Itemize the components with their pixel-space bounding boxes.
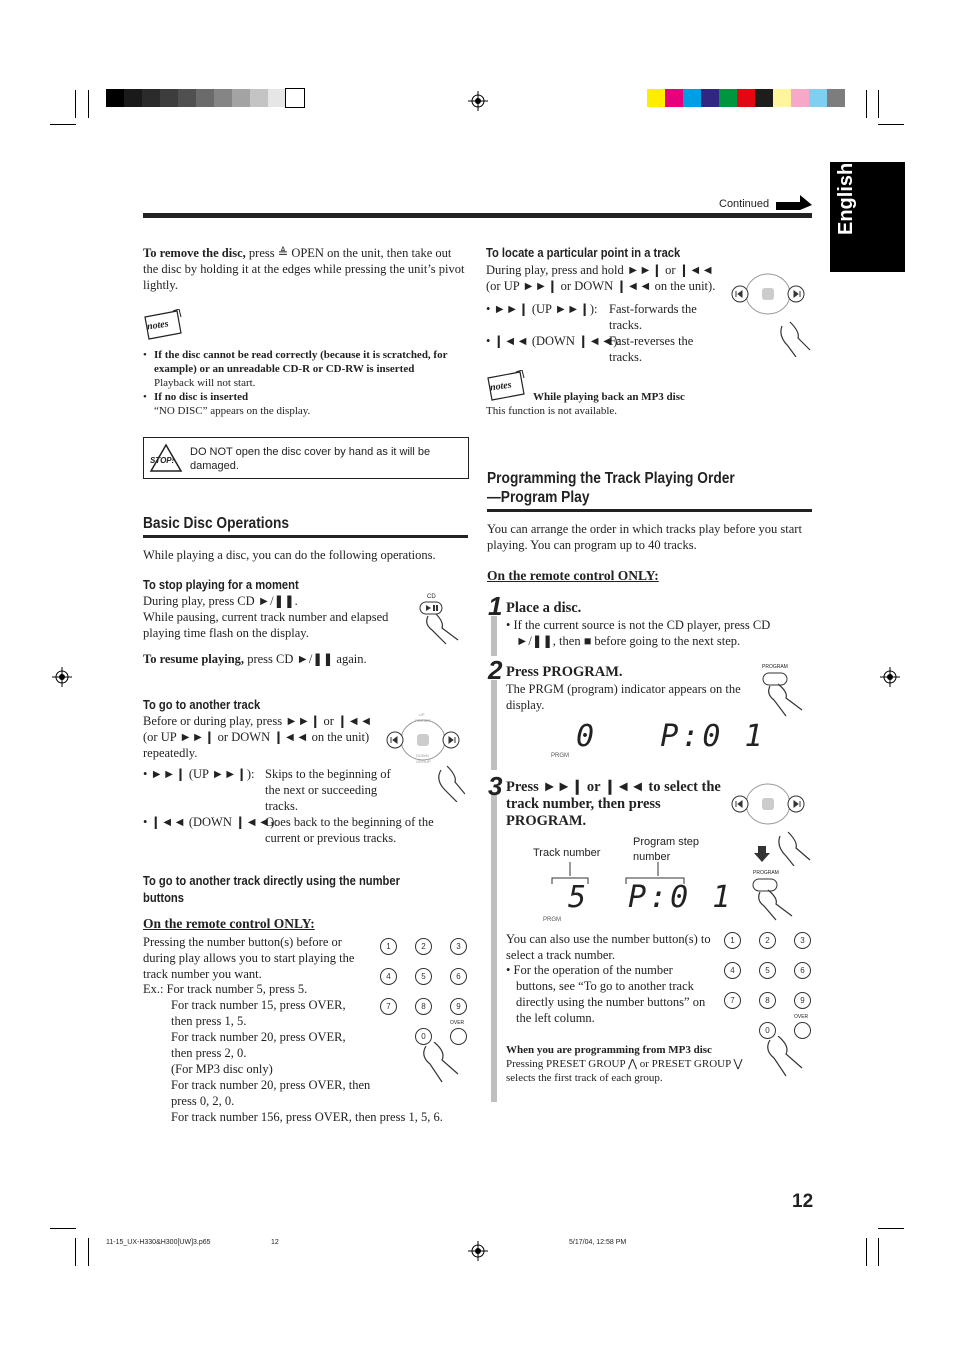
fast-reverse-key: • ❙◄◄ (DOWN ❙◄◄):: [486, 334, 621, 348]
over-key-label: OVER: [794, 1014, 809, 1020]
number-key-2: 2: [415, 938, 432, 955]
section-rule: [143, 535, 468, 538]
mp3-note-heading: While playing back an MP3 disc: [533, 391, 685, 403]
remote-only-label: On the remote control ONLY:: [487, 568, 659, 583]
page-number: 12: [792, 1191, 814, 1212]
lcd-program-step: P:0 1: [628, 880, 734, 915]
example-line: (For MP3 disc only): [171, 1062, 273, 1076]
step-text: The PRGM (program) indicator appears on the display.: [506, 682, 741, 712]
number-key-9: 9: [794, 992, 811, 1009]
lcd-track-number: 5: [568, 880, 587, 915]
program-title-line2: —Program Play: [487, 489, 590, 506]
number-key-8: 8: [415, 998, 432, 1015]
preset-label: PRESET: [415, 718, 432, 723]
basic-operations-title: Basic Disc Operations: [143, 515, 290, 532]
program-button-label: PROGRAM: [762, 664, 788, 670]
grayscale-swatch: [286, 89, 304, 107]
note-heading: If the disc cannot be read correctly (because it is scratched, for example) or an unreadable CD-R or CD-RW is inserted: [154, 349, 448, 375]
number-key-7: 7: [380, 998, 397, 1015]
color-swatch: [647, 89, 665, 107]
mp3-program-heading: When you are programming from MP3 disc: [506, 1044, 712, 1056]
step-title: Press PROGRAM.: [506, 664, 623, 680]
notes-icon: [143, 309, 183, 341]
note-item: • If no disc is inserted “NO DISC” appears on the display.: [143, 390, 468, 418]
number-button-bullet: • For the operation of the number buttons, see “To go to another track directly using the number buttons” on the left column.: [506, 963, 706, 1025]
fast-forward-key: • ►►❙ (UP ►►❙):: [486, 302, 598, 316]
grayscale-swatch: [124, 89, 142, 107]
grayscale-swatch: [196, 89, 214, 107]
color-swatch: [773, 89, 791, 107]
example-line: then press 1, 5.: [171, 1014, 247, 1028]
number-key-4: 4: [724, 962, 741, 979]
cd-play-pause-button: [418, 600, 462, 646]
color-swatch: [701, 89, 719, 107]
cd-button-label: CD: [427, 594, 436, 600]
grayscale-swatch: [142, 89, 160, 107]
fast-forward-desc: Fast-forwards the tracks.: [609, 302, 697, 332]
step-bar: [491, 795, 497, 1102]
program-title-line1: Programming the Track Playing Order: [487, 470, 735, 487]
pointing-finger-icon: [418, 1042, 468, 1092]
over-key-label: OVER: [450, 1020, 465, 1026]
skip-forward-key: • ►►❙ (UP ►►❙):: [143, 767, 255, 781]
grayscale-swatch: [268, 89, 286, 107]
fast-reverse-desc: Fast-reverses the tracks.: [609, 334, 694, 364]
locate-item: [486, 333, 726, 365]
note-item: • If the disc cannot be read correctly (because it is scratched, for example) or an unreadable CD-R or CD-RW is inserted Playback will not start.: [143, 348, 468, 390]
registration-mark-icon: [468, 91, 488, 111]
number-key-2: 2: [759, 932, 776, 949]
up-label: UP: [419, 712, 425, 717]
down-arrow-icon: [754, 846, 770, 862]
stop-moment-line: While pausing, current track number and elapsed playing time flash on the display.: [143, 610, 389, 640]
program-button: [760, 670, 805, 718]
locate-title: To locate a particular point in a track: [486, 245, 681, 260]
footer-file: 11-15_UX-H330&H300[UW]3.p65: [106, 1239, 211, 1246]
number-key-1: 1: [724, 932, 741, 949]
mp3-program-text: Pressing PRESET GROUP ⋀ or PRESET GROUP ⋁ selects the first track of each group.: [506, 1058, 743, 1084]
down-label: DOWN: [416, 753, 429, 758]
number-key-6: 6: [450, 968, 467, 985]
example-line: For track number 20, press OVER,: [171, 1030, 346, 1044]
skip-back-key: • ❙◄◄ (DOWN ❙◄◄):: [143, 815, 278, 829]
example-line: For track number 15, press OVER,: [171, 998, 346, 1012]
note-heading: If no disc is inserted: [154, 391, 249, 403]
color-swatch: [809, 89, 827, 107]
number-keypad: [380, 938, 470, 1088]
stop-label: STOP!: [150, 456, 175, 465]
warning-text: DO NOT open the disc cover by hand as it will be damaged.: [190, 446, 431, 472]
language-tab: [830, 162, 905, 272]
notes-label: notes: [489, 379, 513, 394]
grayscale-swatch: [178, 89, 196, 107]
stop-moment-line: During play, press CD ►/❚❚.: [143, 594, 298, 608]
lcd-display: 0 P:0 1: [576, 719, 766, 754]
disc-notes-list: [143, 348, 468, 418]
notes-icon: [486, 370, 526, 402]
example-line: press 0, 2, 0.: [171, 1094, 235, 1108]
another-track-title: To go to another track: [143, 697, 261, 712]
basic-intro: While playing a disc, you can do the following operations.: [143, 548, 436, 562]
number-key-4: 4: [380, 968, 397, 985]
notes-label: notes: [146, 318, 170, 333]
color-swatch: [683, 89, 701, 107]
color-swatch: [665, 89, 683, 107]
number-key-0: 0: [759, 1022, 776, 1039]
footer-date: 5/17/04, 12:58 PM: [569, 1239, 627, 1246]
continued-arrow-icon: [776, 193, 812, 210]
group-label: GROUP: [416, 759, 431, 764]
header-rule: [143, 213, 812, 218]
remote-skip-pad: [730, 262, 812, 357]
direct-track-title: To go to another track directly using the number buttons: [143, 873, 400, 905]
number-key-3: 3: [450, 938, 467, 955]
grayscale-swatch: [214, 89, 232, 107]
number-button-note: You can also use the number button(s) to select a track number.: [506, 932, 711, 962]
grayscale-swatch: [160, 89, 178, 107]
pointing-finger-icon: [762, 1036, 812, 1086]
locate-text: During play, press and hold ►►❙ or ❙◄◄ (or UP ►►❙ or DOWN ❙◄◄ on the unit).: [486, 263, 716, 293]
remove-disc-lead: To remove the disc,: [143, 246, 246, 260]
step-bar: [491, 680, 497, 770]
resume-text: press CD ►/❚❚ again.: [244, 652, 367, 666]
registration-mark-icon: [52, 667, 72, 687]
track-number-label: Track number: [533, 847, 601, 859]
section-rule: [487, 509, 812, 512]
color-swatch: [827, 89, 845, 107]
registration-mark-icon: [468, 1241, 488, 1261]
number-key-1: 1: [380, 938, 397, 955]
number-key-8: 8: [759, 992, 776, 1009]
remove-disc-paragraph: [143, 245, 468, 293]
color-swatch: [737, 89, 755, 107]
program-step-label: Program step number: [633, 836, 700, 863]
example-line: Ex.: For track number 5, press 5.: [143, 982, 308, 996]
note-text: “NO DISC” appears on the display.: [154, 405, 311, 417]
remote-only-label: On the remote control ONLY:: [143, 916, 315, 931]
resume-paragraph: [143, 651, 468, 667]
number-key-3: 3: [794, 932, 811, 949]
stop-moment-title: To stop playing for a moment: [143, 577, 299, 592]
remove-disc-text: press ≜ OPEN on the unit, then take out the disc by holding it at the edges while pressing the unit’s pivot lightly.: [143, 246, 465, 292]
skip-back-desc: Goes back to the beginning of the current or previous tracks.: [265, 815, 434, 845]
registration-mark-icon: [880, 667, 900, 687]
step-number: 3: [488, 771, 503, 801]
number-key-5: 5: [759, 962, 776, 979]
step-text: • If the current source is not the CD player, press CD ►/❚❚, then ■ before going to the next step.: [506, 618, 771, 648]
number-key-0: 0: [415, 1028, 432, 1045]
prgm-indicator: PRGM: [551, 753, 569, 759]
locate-list: [486, 301, 726, 365]
resume-lead: To resume playing,: [143, 652, 245, 666]
number-key-6: 6: [794, 962, 811, 979]
warning-box: [143, 437, 469, 479]
example-line: then press 2, 0.: [171, 1046, 247, 1060]
remote-skip-pad: [385, 710, 465, 802]
program-button: [750, 876, 796, 922]
prgm-indicator: PRGM: [543, 917, 561, 923]
direct-track-text: Pressing the number button(s) before or during play allows you to start playing the track number you want.: [143, 935, 355, 981]
grayscale-swatch: [106, 89, 124, 107]
skip-forward-desc: Skips to the beginning of the next or succeeding tracks.: [265, 767, 391, 813]
program-intro: You can arrange the order in which tracks play before you start playing. You can program up to 40 tracks.: [487, 522, 802, 552]
number-key-9: 9: [450, 998, 467, 1015]
locate-item: [486, 301, 726, 333]
color-swatch: [791, 89, 809, 107]
continued-label: Continued: [719, 198, 770, 210]
note-text: Playback will not start.: [154, 377, 256, 389]
grayscale-swatch: [232, 89, 250, 107]
example-line: For track number 20, press OVER, then: [171, 1078, 371, 1092]
grayscale-swatch: [250, 89, 268, 107]
step-number: 2: [488, 655, 503, 685]
program-button-label: PROGRAM: [753, 870, 779, 876]
number-key-5: 5: [415, 968, 432, 985]
stop-moment-text: [143, 593, 405, 641]
mp3-note-text: This function is not available.: [486, 405, 618, 417]
language-tab-label: English: [835, 162, 857, 235]
another-track-text: Before or during play, press ►►❙ or ❙◄◄ (or UP ►►❙ or DOWN ❙◄◄ on the unit) repeatedly.: [143, 714, 373, 760]
footer-page: 12: [271, 1239, 279, 1246]
color-swatch: [719, 89, 737, 107]
step-title: Press ►►❙ or ❙◄◄ to select the track number, then press PROGRAM.: [506, 779, 721, 829]
step-number: 1: [488, 591, 503, 621]
remote-skip-pad: [730, 774, 812, 866]
another-track-item: [143, 814, 468, 846]
example-line: For track number 156, press OVER, then press 1, 5, 6.: [171, 1110, 443, 1124]
color-swatch: [755, 89, 773, 107]
step-title: Place a disc.: [506, 600, 582, 616]
number-key-7: 7: [724, 992, 741, 1009]
